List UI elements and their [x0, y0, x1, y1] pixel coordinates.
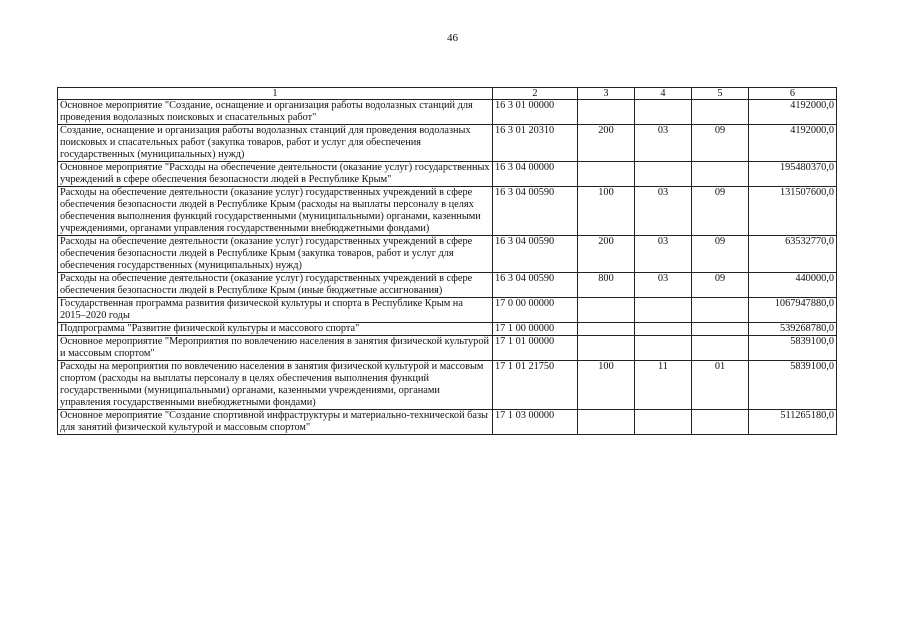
row-code: 16 3 04 00590 [493, 187, 578, 236]
header-col-6: 6 [749, 88, 837, 100]
row-col-3: 200 [578, 125, 635, 162]
table-row [58, 100, 837, 125]
row-col-3: 200 [578, 236, 635, 273]
row-col-5 [692, 323, 749, 336]
row-col-3: 100 [578, 187, 635, 236]
row-amount: 511265180,0 [749, 410, 837, 435]
row-name: Расходы на обеспечение деятельности (оказание услуг) государственных учреждений в сфере обеспечения безопасности людей в Республике Крым (расходы на выплаты персоналу в целях обеспечения выполнения функций государственными (муниципальными) органами, казенными учреждениями, органами управления государственными внебюджетными фондами) [58, 187, 493, 236]
row-col-4 [635, 298, 692, 323]
row-col-5: 09 [692, 273, 749, 298]
table-row [58, 336, 837, 361]
row-name: Основное мероприятие "Мероприятия по вовлечению населения в занятия физической культурой и массовым спортом" [58, 336, 493, 361]
row-amount: 1067947880,0 [749, 298, 837, 323]
row-col-5 [692, 162, 749, 187]
row-name: Государственная программа развития физической культуры и спорта в Республике Крым на 2015–2020 годы [58, 298, 493, 323]
row-code: 17 1 01 00000 [493, 336, 578, 361]
row-amount: 195480370,0 [749, 162, 837, 187]
header-col-4: 4 [635, 88, 692, 100]
row-name: Расходы на обеспечение деятельности (оказание услуг) государственных учреждений в сфере обеспечения безопасности людей в Республике Крым (иные бюджетные ассигнования) [58, 273, 493, 298]
row-code: 16 3 01 20310 [493, 125, 578, 162]
row-col-4 [635, 162, 692, 187]
header-col-2: 2 [493, 88, 578, 100]
row-col-3: 100 [578, 361, 635, 410]
header-col-5: 5 [692, 88, 749, 100]
row-name: Основное мероприятие "Создание спортивной инфраструктуры и материально-технической базы для занятий физической культурой и массовым спортом" [58, 410, 493, 435]
row-amount: 4192000,0 [749, 125, 837, 162]
row-col-4 [635, 100, 692, 125]
row-col-4: 03 [635, 187, 692, 236]
table-row [58, 125, 837, 162]
row-code: 17 0 00 00000 [493, 298, 578, 323]
row-col-4 [635, 336, 692, 361]
row-amount: 5839100,0 [749, 361, 837, 410]
row-code: 17 1 01 21750 [493, 361, 578, 410]
row-col-3 [578, 162, 635, 187]
row-col-4 [635, 410, 692, 435]
row-name: Расходы на мероприятия по вовлечению населения в занятия физической культурой и массовым спортом (расходы на выплаты персоналу в целях обеспечения выполнения функций государственными (муниципальными) органами, казенными учреждениями, органами управления государственными внебюджетными фондами) [58, 361, 493, 410]
row-amount: 5839100,0 [749, 336, 837, 361]
row-col-5: 01 [692, 361, 749, 410]
table-row [58, 187, 837, 236]
row-code: 16 3 04 00590 [493, 273, 578, 298]
header-col-3: 3 [578, 88, 635, 100]
table-row [58, 162, 837, 187]
row-col-5: 09 [692, 187, 749, 236]
row-col-5 [692, 298, 749, 323]
table-row [58, 410, 837, 435]
row-name: Расходы на обеспечение деятельности (оказание услуг) государственных учреждений в сфере обеспечения безопасности людей в Республике Крым (закупка товаров, работ и услуг для обеспечения государственных (муниципальных) нужд) [58, 236, 493, 273]
row-col-5 [692, 410, 749, 435]
row-col-3: 800 [578, 273, 635, 298]
table-row [58, 323, 837, 336]
row-col-5 [692, 100, 749, 125]
row-col-4 [635, 323, 692, 336]
table-header-row [58, 88, 837, 100]
row-amount: 539268780,0 [749, 323, 837, 336]
row-name: Подпрограмма "Развитие физической культуры и массового спорта" [58, 323, 493, 336]
row-amount: 440000,0 [749, 273, 837, 298]
row-amount: 131507600,0 [749, 187, 837, 236]
header-col-1: 1 [58, 88, 493, 100]
row-code: 16 3 01 00000 [493, 100, 578, 125]
row-code: 17 1 00 00000 [493, 323, 578, 336]
row-col-3 [578, 410, 635, 435]
budget-table [57, 87, 837, 435]
row-code: 16 3 04 00000 [493, 162, 578, 187]
row-col-5: 09 [692, 236, 749, 273]
row-name: Создание, оснащение и организация работы водолазных станций для проведения водолазных поисковых и спасательных работ (закупка товаров, работ и услуг для обеспечения государственных (муниципальных) нужд) [58, 125, 493, 162]
row-amount: 4192000,0 [749, 100, 837, 125]
page-number: 46 [447, 32, 458, 44]
row-name: Основное мероприятие "Создание, оснащение и организация работы водолазных станций для проведения водолазных поисковых и спасательных работ" [58, 100, 493, 125]
row-code: 17 1 03 00000 [493, 410, 578, 435]
row-col-3 [578, 336, 635, 361]
row-col-3 [578, 323, 635, 336]
row-col-3 [578, 298, 635, 323]
row-col-5 [692, 336, 749, 361]
row-col-3 [578, 100, 635, 125]
row-col-4: 03 [635, 125, 692, 162]
table-row [58, 273, 837, 298]
row-col-4: 03 [635, 273, 692, 298]
row-col-5: 09 [692, 125, 749, 162]
row-amount: 63532770,0 [749, 236, 837, 273]
row-code: 16 3 04 00590 [493, 236, 578, 273]
row-name: Основное мероприятие "Расходы на обеспечение деятельности (оказание услуг) государственных учреждений в сфере обеспечения безопасности людей в Республике Крым" [58, 162, 493, 187]
table-row [58, 236, 837, 273]
row-col-4: 03 [635, 236, 692, 273]
row-col-4: 11 [635, 361, 692, 410]
table-row [58, 298, 837, 323]
table-row [58, 361, 837, 410]
